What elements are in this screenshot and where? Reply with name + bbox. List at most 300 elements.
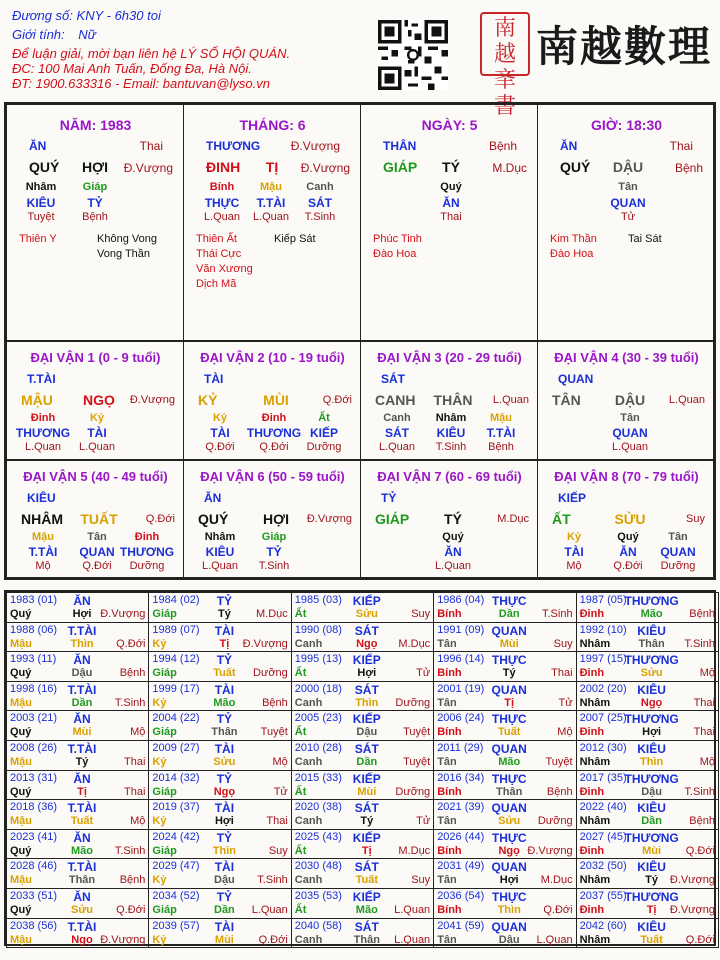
dai-van-branch: THÂN — [433, 392, 473, 408]
year-god: THỰC — [491, 890, 527, 904]
dai-van-hidden-god: KIÊU — [205, 545, 235, 559]
hidden-stage: T.Sinh — [304, 211, 336, 223]
hidden-stage: Tuyệt — [27, 211, 55, 223]
year-branch: Tuất — [497, 726, 521, 739]
pillar-cell — [537, 104, 714, 341]
pillar-top-stage: Đ.Vượng — [290, 139, 340, 153]
year-god: THỰC — [491, 653, 527, 668]
year-stem: Giáp — [152, 844, 177, 857]
year-god: KIẾP — [352, 653, 381, 668]
year-god: T.TÀI — [67, 742, 97, 756]
dai-van-branch: MÙI — [263, 392, 289, 408]
year-cell — [576, 888, 719, 919]
dai-van-god: KIẾP — [558, 491, 587, 505]
year-stem: Kỷ — [152, 637, 167, 650]
year-branch: Tị — [77, 785, 87, 798]
year-stem: Bính — [437, 726, 462, 739]
year-god: TÀI — [214, 860, 235, 875]
year-label: 2039 (57) — [152, 919, 200, 932]
dai-van-title: ĐẠI VẬN 7 (60 - 69 tuổi) — [377, 469, 522, 484]
year-stem: Kỷ — [152, 874, 167, 887]
seal-char: 越 — [494, 42, 517, 67]
year-god: THƯƠNG — [624, 712, 679, 727]
year-stem: Đinh — [579, 726, 605, 739]
dai-van-god: TÀI — [204, 372, 224, 386]
year-branch: Mão — [498, 756, 521, 768]
year-label: 1990 (08) — [294, 623, 342, 636]
dai-van-hidden-stage: Dưỡng — [129, 560, 165, 572]
year-label: 2005 (23) — [294, 712, 342, 725]
year-stage: Tuyệt — [545, 756, 573, 768]
year-stage: Bệnh — [119, 667, 146, 680]
year-stem: Ất — [294, 785, 307, 798]
year-stem: Giáp — [152, 726, 177, 739]
year-label: 2008 (26) — [10, 742, 58, 754]
year-cell — [433, 622, 576, 653]
year-cell — [148, 888, 291, 919]
year-god: SÁT — [354, 682, 379, 697]
brand-title: 南越數理 — [536, 22, 713, 71]
year-stage: Suy — [411, 608, 431, 620]
dai-van-cell — [183, 460, 361, 578]
pillar-stage: Bệnh — [674, 161, 703, 175]
dai-van-hidden-god: ĂN — [619, 545, 637, 559]
year-god: THỰC — [491, 771, 527, 786]
year-god: KIẾP — [352, 890, 381, 904]
year-stage: Tử — [416, 667, 431, 680]
year-branch: Tị — [646, 904, 657, 916]
pillar-top-god: ĂN — [29, 139, 47, 153]
pillar-cell — [360, 104, 538, 341]
dai-van-hidden-stage: Bệnh — [488, 441, 514, 453]
year-stem: Nhâm — [579, 874, 611, 887]
year-cell — [6, 770, 149, 801]
year-branch: Ngọ — [498, 844, 520, 857]
dai-van-god: ĂN — [204, 491, 222, 505]
hidden-stem: Bính — [209, 181, 235, 193]
dai-van-stem: TÂN — [552, 392, 581, 408]
year-stage: Q.Đới — [685, 844, 715, 857]
year-god: TÀI — [214, 742, 235, 756]
hidden-god: ĂN — [442, 196, 460, 210]
year-god: KIÊU — [637, 801, 666, 816]
year-stem: Tân — [437, 756, 457, 768]
year-branch: Dậu — [498, 933, 520, 946]
year-god: KIẾP — [352, 712, 381, 727]
year-label: 2026 (44) — [437, 830, 485, 843]
year-stem: Quý — [10, 608, 32, 620]
year-branch: Tý — [217, 608, 231, 620]
year-branch: Ngọ — [213, 785, 236, 798]
year-stage: Mộ — [557, 726, 573, 739]
dai-van-title: ĐẠI VẬN 8 (70 - 79 tuổi) — [554, 469, 699, 484]
year-cell — [148, 829, 291, 860]
year-branch: Dần — [214, 904, 235, 916]
year-stage: T.Sinh — [257, 874, 288, 887]
dai-van-hidden-stem: Nhâm — [435, 412, 467, 424]
dai-van-hidden-stage: T.Sinh — [258, 560, 290, 572]
pillar-stem: QUÝ — [29, 159, 60, 175]
year-label: 1985 (03) — [294, 594, 342, 606]
year-stage: Mộ — [130, 726, 146, 739]
dai-van-hidden-god: QUAN — [612, 426, 648, 440]
star-right: Kiếp Sát — [274, 233, 316, 245]
year-label: 2020 (38) — [294, 801, 342, 814]
dai-van-stem: CANH — [375, 392, 416, 408]
dai-van-hidden-stage: L.Quan — [78, 441, 116, 453]
dai-van-hidden-stage: L.Quan — [201, 560, 239, 572]
year-stage: Đ.Vượng — [669, 874, 715, 887]
year-god: KIẾP — [352, 594, 381, 608]
year-cell — [148, 681, 291, 712]
year-cell — [576, 740, 719, 771]
year-cell — [433, 651, 576, 682]
year-branch: Hợi — [72, 608, 92, 620]
star-right: Không Vong — [97, 233, 157, 245]
dai-van-hidden-stem: Tân — [87, 531, 107, 543]
year-label: 2013 (31) — [10, 771, 58, 784]
dai-van-cell — [537, 460, 714, 578]
year-label: 1986 (04) — [437, 594, 485, 606]
year-cell — [6, 592, 149, 623]
year-stem: Bính — [437, 904, 462, 916]
hidden-stem: Quý — [440, 181, 462, 193]
dai-van-hidden-stem: Ất — [318, 412, 330, 424]
year-stage: Q.Đới — [116, 637, 146, 650]
dai-van-god: TỶ — [381, 491, 397, 505]
year-stage: Thai — [123, 756, 146, 768]
year-cell — [148, 622, 291, 653]
dai-van-title: ĐẠI VẬN 5 (40 - 49 tuổi) — [23, 469, 168, 484]
year-label: 2019 (37) — [152, 801, 200, 814]
year-cell — [6, 651, 149, 682]
dai-van-title: ĐẠI VẬN 1 (0 - 9 tuổi) — [30, 350, 161, 365]
year-cell — [576, 592, 719, 623]
dai-van-cell — [360, 460, 538, 578]
dai-van-hidden-stage: T.Sinh — [435, 441, 467, 453]
gender-value: Nữ — [78, 27, 96, 42]
year-cell — [6, 799, 149, 830]
year-branch: Dần — [71, 696, 93, 709]
year-cell — [291, 651, 434, 682]
year-god: QUAN — [491, 919, 527, 934]
year-god: KIÊU — [637, 623, 666, 638]
dai-van-hidden-god: KIẾP — [309, 426, 339, 440]
dai-van-hidden-stem: Nhâm — [204, 531, 236, 543]
seal-char: 㪯 — [494, 68, 517, 93]
year-god: KIÊU — [637, 682, 666, 697]
year-label: 2016 (34) — [437, 771, 485, 784]
pillar-title: GIỜ: 18:30 — [590, 117, 663, 133]
dai-van-hidden-stem: Giáp — [261, 531, 287, 543]
year-cell — [291, 918, 434, 949]
year-branch: Hợi — [499, 874, 519, 887]
year-label: 2007 (25) — [579, 712, 627, 725]
pillar-top-god: THÂN — [383, 139, 417, 153]
year-god: ĂN — [73, 830, 91, 845]
star-right: Tai Sát — [628, 233, 662, 245]
year-branch: Sửu — [640, 667, 663, 680]
dai-van-title: ĐẠI VẬN 6 (50 - 59 tuổi) — [200, 469, 345, 484]
hidden-stem: Mậu — [260, 181, 282, 193]
year-god: THỰC — [491, 594, 527, 608]
year-stem: Nhâm — [579, 637, 611, 650]
dai-van-stage: L.Quan — [668, 394, 705, 406]
year-stem: Đinh — [579, 785, 605, 798]
dai-van-branch: TUẤT — [80, 511, 118, 527]
year-god: KIẾP — [352, 830, 381, 845]
bazi-chart — [4, 102, 716, 580]
year-cell — [433, 740, 576, 771]
year-god: THỰC — [491, 712, 527, 727]
year-branch: Thìn — [497, 904, 521, 916]
year-label: 2037 (55) — [579, 890, 627, 902]
year-branch: Sửu — [355, 608, 378, 620]
year-label: 2025 (43) — [294, 830, 342, 843]
year-god: QUAN — [491, 801, 527, 816]
hidden-god: QUAN — [610, 196, 646, 210]
year-branch: Thìn — [355, 696, 379, 709]
owner-label: Đương số: — [12, 8, 73, 23]
dai-van-god: SÁT — [381, 372, 405, 386]
year-god: ĂN — [73, 771, 91, 786]
year-stage: L.Quan — [251, 904, 288, 916]
dai-van-hidden-god: KIÊU — [436, 426, 466, 440]
year-label: 2027 (45) — [579, 830, 627, 843]
year-stage: Q.Đới — [116, 904, 146, 916]
dai-van-cell — [6, 460, 184, 578]
year-branch: Tị — [504, 696, 515, 709]
year-stage: Q.Đới — [685, 933, 715, 946]
year-cell — [6, 918, 149, 949]
pillar-title: NGÀY: 5 — [421, 117, 478, 133]
year-branch: Tuất — [640, 933, 663, 946]
year-branch: Sửu — [213, 756, 236, 768]
year-god: T.TÀI — [67, 801, 97, 816]
dai-van-hidden-stem: Quý — [442, 531, 464, 543]
year-stage: Mộ — [272, 756, 288, 768]
year-cell — [148, 918, 291, 949]
year-god: TỶ — [216, 653, 233, 668]
hidden-god: T.TÀI — [256, 196, 286, 210]
year-god: KIÊU — [637, 860, 666, 875]
year-stage: Thai — [693, 726, 715, 739]
dai-van-title: ĐẠI VẬN 2 (10 - 19 tuổi) — [200, 350, 345, 365]
year-cell — [148, 799, 291, 830]
pillar-branch: HỢI — [82, 159, 108, 175]
year-stage: Đ.Vượng — [100, 608, 146, 620]
dai-van-hidden-stem: Kỷ — [212, 412, 228, 424]
year-stage: M.Dục — [398, 844, 431, 857]
year-branch: Mão — [71, 844, 93, 857]
year-stem: Đinh — [579, 608, 605, 620]
dai-van-hidden-god: T.TÀI — [486, 426, 516, 440]
year-label: 2002 (20) — [579, 682, 627, 695]
year-label: 2038 (56) — [10, 919, 58, 932]
hidden-god: THỰC — [204, 196, 240, 210]
year-god: TÀI — [214, 623, 235, 638]
dai-van-hidden-stage: L.Quan — [378, 441, 416, 453]
year-stage: L.Quan — [536, 933, 573, 946]
year-label: 2042 (60) — [579, 919, 627, 932]
year-cell — [576, 918, 719, 949]
year-stem: Mậu — [10, 756, 32, 768]
year-label: 1997 (15) — [579, 653, 627, 666]
star-right: Vong Thần — [97, 248, 151, 260]
pillar-stage: Đ.Vượng — [300, 161, 350, 175]
dai-van-title: ĐẠI VẬN 3 (20 - 29 tuổi) — [377, 350, 522, 365]
year-branch: Tuất — [355, 874, 378, 887]
year-label: 1995 (13) — [294, 653, 342, 666]
year-cell — [433, 829, 576, 860]
hidden-god: KIÊU — [26, 196, 56, 210]
pillar-title: NĂM: 1983 — [59, 117, 132, 133]
year-label: 1996 (14) — [437, 653, 485, 666]
year-label: 1988 (06) — [10, 623, 58, 636]
dai-van-branch: HỢI — [263, 511, 289, 527]
year-label: 1991 (09) — [437, 623, 485, 636]
year-cell — [433, 799, 576, 830]
year-branch: Dậu — [641, 785, 662, 798]
year-stage: Tử — [416, 815, 431, 828]
year-cell — [576, 799, 719, 830]
year-stage: Dưỡng — [395, 785, 431, 798]
year-cell — [576, 858, 719, 889]
year-stage: Đ.Vượng — [527, 844, 573, 857]
year-stage: L.Quan — [394, 933, 431, 946]
year-branch: Tị — [361, 844, 372, 857]
year-stem: Canh — [294, 933, 323, 946]
year-god: SÁT — [354, 860, 379, 875]
year-cell — [6, 829, 149, 860]
dai-van-hidden-god: TÀI — [87, 426, 107, 440]
year-label: 2040 (58) — [294, 919, 342, 932]
year-god: ĂN — [73, 890, 91, 904]
dai-van-cell — [183, 341, 361, 460]
year-label: 1992 (10) — [579, 623, 627, 636]
year-god: TÀI — [214, 801, 235, 816]
dai-van-title: ĐẠI VẬN 4 (30 - 39 tuổi) — [554, 350, 699, 365]
year-label: 2006 (24) — [437, 712, 485, 725]
pillar-cell — [6, 104, 184, 341]
dai-van-stage: M.Dục — [497, 513, 529, 525]
year-stem: Tân — [437, 933, 457, 946]
year-god: QUAN — [491, 860, 527, 875]
year-stage: Bệnh — [546, 785, 573, 798]
star-left: Kim Thần — [550, 233, 597, 245]
dai-van-branch: NGỌ — [83, 392, 115, 408]
year-branch: Mùi — [642, 844, 662, 857]
year-stem: Mậu — [10, 696, 32, 709]
year-cell — [291, 858, 434, 889]
year-label: 2028 (46) — [10, 860, 58, 873]
year-stage: Thai — [123, 785, 146, 798]
year-label: 1998 (16) — [10, 682, 58, 695]
year-god: TỶ — [216, 830, 233, 845]
dai-van-hidden-stem: Đinh — [261, 412, 287, 424]
year-label: 2033 (51) — [10, 890, 58, 902]
year-branch: Thân — [68, 874, 96, 887]
year-label: 2004 (22) — [152, 712, 200, 725]
dai-van-hidden-stage: Q.Đới — [259, 441, 289, 453]
dai-van-hidden-stem: Đinh — [30, 412, 56, 424]
year-god: SÁT — [354, 801, 379, 816]
year-cell — [433, 858, 576, 889]
pillar-stem: QUÝ — [560, 159, 591, 175]
year-stage: T.Sinh — [684, 785, 715, 798]
year-branch: Dậu — [214, 874, 235, 887]
year-branch: Mão — [355, 904, 378, 916]
year-cell — [291, 770, 434, 801]
year-branch: Ngọ — [71, 933, 93, 946]
owner-value: KNY - 6h30 toi — [76, 8, 161, 23]
year-cell — [148, 770, 291, 801]
dai-van-god: KIÊU — [27, 491, 56, 505]
year-label: 2029 (47) — [152, 860, 200, 873]
dai-van-hidden-stage: Dưỡng — [660, 560, 696, 572]
year-cell — [6, 710, 149, 741]
year-branch: Mùi — [72, 726, 92, 739]
dai-van-hidden-stem: Canh — [383, 412, 411, 424]
year-god: T.TÀI — [67, 860, 97, 875]
seal-char: 書 — [494, 94, 517, 119]
dai-van-hidden-stage: L.Quan — [434, 560, 472, 572]
year-stem: Quý — [10, 726, 32, 739]
year-stem: Giáp — [152, 904, 177, 916]
star-left: Thiên Ất — [196, 233, 237, 245]
year-stem: Ất — [294, 904, 307, 916]
dai-van-hidden-stem: Quý — [617, 531, 639, 543]
pillar-stem: GIÁP — [383, 159, 418, 175]
year-branch: Thân — [496, 785, 523, 798]
year-cell — [291, 888, 434, 919]
year-stage: Thai — [551, 667, 573, 680]
year-stage: Bệnh — [689, 608, 715, 620]
dai-van-stem: MẬU — [21, 392, 53, 408]
year-stem: Giáp — [152, 667, 177, 680]
pillar-branch: TÝ — [442, 159, 460, 175]
year-cell — [576, 829, 719, 860]
dai-van-branch: SỬU — [614, 511, 646, 527]
dai-van-hidden-god: TÀI — [210, 426, 230, 440]
year-label: 2035 (53) — [294, 890, 342, 902]
hidden-stem: Nhâm — [25, 181, 57, 193]
dai-van-hidden-god: TÀI — [564, 545, 584, 559]
year-stem: Canh — [294, 696, 323, 709]
year-stem: Kỷ — [152, 696, 167, 709]
year-god: ĂN — [73, 594, 91, 608]
year-label: 2024 (42) — [152, 830, 200, 843]
dai-van-god: QUAN — [558, 372, 594, 386]
year-cell — [148, 858, 291, 889]
year-label: 2017 (35) — [579, 771, 627, 784]
header-info — [12, 8, 382, 91]
year-branch: Ngọ — [356, 637, 378, 650]
year-branch: Tý — [645, 874, 659, 887]
year-cell — [576, 651, 719, 682]
year-god: T.TÀI — [67, 919, 97, 934]
year-stage: Suy — [411, 874, 431, 887]
year-stem: Ất — [294, 726, 307, 739]
year-stem: Quý — [10, 904, 32, 916]
year-stem: Canh — [294, 874, 323, 887]
year-stem: Quý — [10, 667, 32, 680]
year-stem: Tân — [437, 874, 457, 887]
year-branch: Dần — [356, 756, 378, 768]
dai-van-branch: DẬU — [614, 392, 646, 408]
year-stem: Bính — [437, 608, 462, 620]
phone-email-line: ĐT: 1900.633316 - Email: bantuvan@lyso.vn — [12, 76, 270, 91]
